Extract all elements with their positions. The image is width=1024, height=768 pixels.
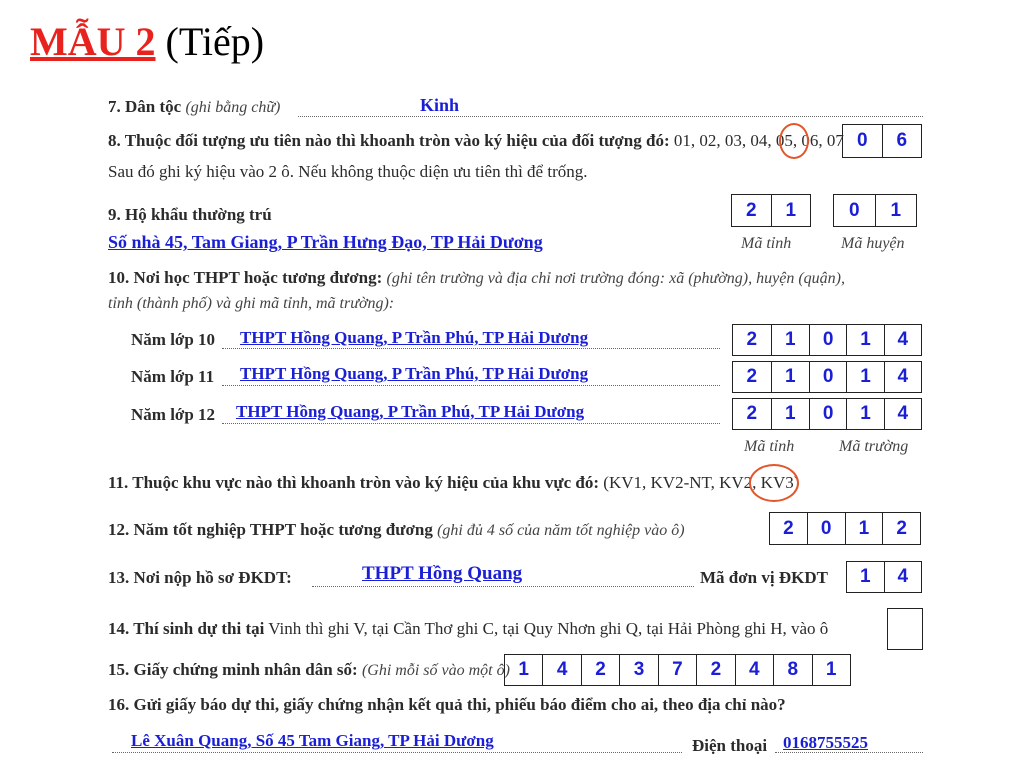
q8-options: 01, 02, 03, 04, 05, 06, 07 — [673, 131, 844, 150]
q10-hint2: tỉnh (thành phố) và ghi mã tỉnh, mã trường): — [108, 295, 395, 312]
q7-label: 7. Dân tộc — [108, 97, 182, 116]
q9-district-digit: 0 — [834, 195, 876, 226]
q10-row-school-digit: 4 — [897, 329, 909, 350]
page-title — [30, 18, 264, 65]
q12-year-digit: 1 — [846, 513, 884, 544]
q13-line — [108, 568, 292, 588]
q7-line — [108, 97, 280, 117]
q10-row-province-digit: 1 — [784, 366, 796, 387]
q12-label: 12. Năm tốt nghiệp THPT hoặc tương đương — [108, 520, 433, 539]
q10-row-province-digit: 1 — [784, 403, 796, 424]
q9-district-box[interactable] — [833, 194, 917, 227]
q12-year-digit: 2 — [770, 513, 808, 544]
q10-row-province-digit: 2 — [733, 325, 772, 355]
q13-unit-label: Mã đơn vị ĐKDT — [700, 568, 828, 587]
q15-id-digit: 3 — [620, 655, 658, 685]
q13-dotline — [312, 586, 694, 587]
q15-id-box[interactable] — [504, 654, 851, 686]
q10-row-school: THPT Hồng Quang, P Trần Phú, TP Hải Dương — [240, 328, 589, 347]
q10-row-label: Năm lớp 10 — [131, 330, 216, 349]
q10-label: 10. Nơi học THPT hoặc tương đương: — [108, 268, 383, 287]
page-title-sub: (Tiếp) — [155, 19, 265, 64]
q12-line — [108, 520, 685, 540]
q10-row-school-box[interactable] — [809, 398, 922, 430]
q9-district-digit: 1 — [890, 199, 902, 221]
q16-line — [108, 695, 786, 715]
q15-line — [108, 660, 510, 680]
q16-label: 16. Gửi giấy báo dự thi, giấy chứng nhận kết quả thi, phiếu báo điểm cho ai, theo địa chỉ nào? — [108, 695, 786, 714]
q15-id-digit: 2 — [582, 655, 620, 685]
q10-row-province-box[interactable] — [732, 398, 810, 430]
q8-note: Sau đó ghi ký hiệu vào 2 ô. Nếu không thuộc diện ưu tiên thì để trống. — [108, 162, 588, 181]
q8-selection-circle — [779, 123, 809, 159]
q10-row-school-digit: 4 — [897, 366, 909, 387]
q9-label: 9. Hộ khẩu thường trú — [108, 205, 272, 224]
q13-unit-digit: 1 — [847, 562, 885, 592]
q7-dotline — [298, 116, 923, 117]
q9-province-caption: Mã tỉnh — [741, 235, 792, 252]
q15-id-digit: 1 — [825, 659, 837, 680]
q10-row-province-digit: 1 — [784, 329, 796, 350]
q8-code-box[interactable] — [842, 124, 922, 158]
q14-label: 14. Thí sinh dự thi tại — [108, 619, 265, 638]
q15-id-digit: 2 — [697, 655, 735, 685]
q15-id-digit: 4 — [543, 655, 581, 685]
q11-label: 11. Thuộc khu vực nào thì khoanh tròn vào ký hiệu của khu vực đó: — [108, 473, 600, 492]
q10-row-label: Năm lớp 11 — [131, 367, 215, 386]
q10-row-school-box[interactable] — [809, 324, 922, 356]
q11-options: (KV1, KV2-NT, KV2, KV3) — [603, 473, 800, 492]
q12-hint: (ghi đủ 4 số của năm tốt nghiệp vào ô) — [437, 522, 685, 539]
q10-row-province-digit: 2 — [733, 399, 772, 429]
q16-recipient: Lê Xuân Quang, Số 45 Tam Giang, TP Hải Dương — [131, 731, 494, 750]
q16-phone: 0168755525 — [783, 733, 868, 752]
q13-unit-digit: 4 — [897, 566, 909, 587]
q10-school-caption: Mã trường — [839, 438, 909, 455]
q16-phone-label: Điện thoại — [692, 736, 768, 755]
q10-row-school-digit: 1 — [847, 399, 884, 429]
q16-dotline — [112, 752, 682, 753]
q12-year-digit: 0 — [808, 513, 846, 544]
q10-row-school-digit: 4 — [897, 403, 909, 424]
q10-row-school-box[interactable] — [809, 361, 922, 393]
q10-row-dotline — [222, 348, 720, 349]
q15-id-digit: 7 — [659, 655, 697, 685]
q12-year-digit: 2 — [896, 517, 907, 539]
q10-row-school: THPT Hồng Quang, P Trần Phú, TP Hải Dương — [240, 364, 589, 383]
q15-id-digit: 4 — [736, 655, 774, 685]
q7-hint: (ghi bằng chữ) — [185, 99, 281, 116]
q14-box[interactable] — [887, 608, 923, 650]
q10-row-dotline — [222, 385, 720, 386]
q10-row-province-digit: 2 — [733, 362, 772, 392]
q8-code-digit: 0 — [843, 125, 883, 157]
q10-row-label: Năm lớp 12 — [131, 405, 216, 424]
q14-line — [108, 619, 828, 639]
q13-unit-box[interactable] — [846, 561, 922, 593]
q15-hint: (Ghi mỗi số vào một ô) — [361, 662, 510, 679]
q9-province-box[interactable] — [731, 194, 811, 227]
q10-row-school-digit: 0 — [810, 399, 847, 429]
q12-year-box[interactable] — [769, 512, 921, 545]
q9-address: Số nhà 45, Tam Giang, P Trần Hưng Đạo, TP Hải Dương — [108, 232, 543, 252]
q7-value: Kinh — [420, 95, 460, 115]
q15-id-digit: 1 — [505, 655, 543, 685]
q13-value: THPT Hồng Quang — [362, 563, 523, 584]
q13-label: 13. Nơi nộp hồ sơ ĐKDT: — [108, 568, 292, 587]
q10-row-province-box[interactable] — [732, 361, 810, 393]
q15-id-digit: 8 — [774, 655, 812, 685]
q9-district-caption: Mã huyện — [841, 235, 905, 252]
q8-code-digit: 6 — [896, 130, 908, 151]
q10-hint1: (ghi tên trường và địa chỉ nơi trường đóng: xã (phường), huyện (quận), — [386, 270, 845, 287]
q9-province-digit: 2 — [732, 195, 772, 226]
q10-row-school-digit: 0 — [810, 325, 847, 355]
q10-row-school-digit: 0 — [810, 362, 847, 392]
q8-label: 8. Thuộc đối tượng ưu tiên nào thì khoanh tròn vào ký hiệu của đối tượng đó: — [108, 131, 670, 150]
q11-selection-circle — [749, 464, 799, 502]
page-title-main: MẪU 2 — [30, 19, 156, 64]
q9-province-digit: 1 — [785, 199, 797, 221]
q10-row-province-box[interactable] — [732, 324, 810, 356]
q10-row-school-digit: 1 — [847, 362, 884, 392]
q10-row-school-digit: 1 — [847, 325, 884, 355]
q8-line — [108, 131, 844, 151]
q10-row-dotline — [222, 423, 720, 424]
q9-line — [108, 205, 272, 225]
q11-line — [108, 473, 799, 493]
q14-text: Vinh thì ghi V, tại Cần Thơ ghi C, tại Quy Nhơn ghi Q, tại Hải Phòng ghi H, vào ô — [268, 619, 829, 638]
q15-label: 15. Giấy chứng minh nhân dân số: — [108, 660, 358, 679]
q10-province-caption: Mã tỉnh — [744, 438, 795, 455]
q10-row-school: THPT Hồng Quang, P Trần Phú, TP Hải Dương — [236, 402, 585, 421]
q10-line — [108, 268, 845, 288]
